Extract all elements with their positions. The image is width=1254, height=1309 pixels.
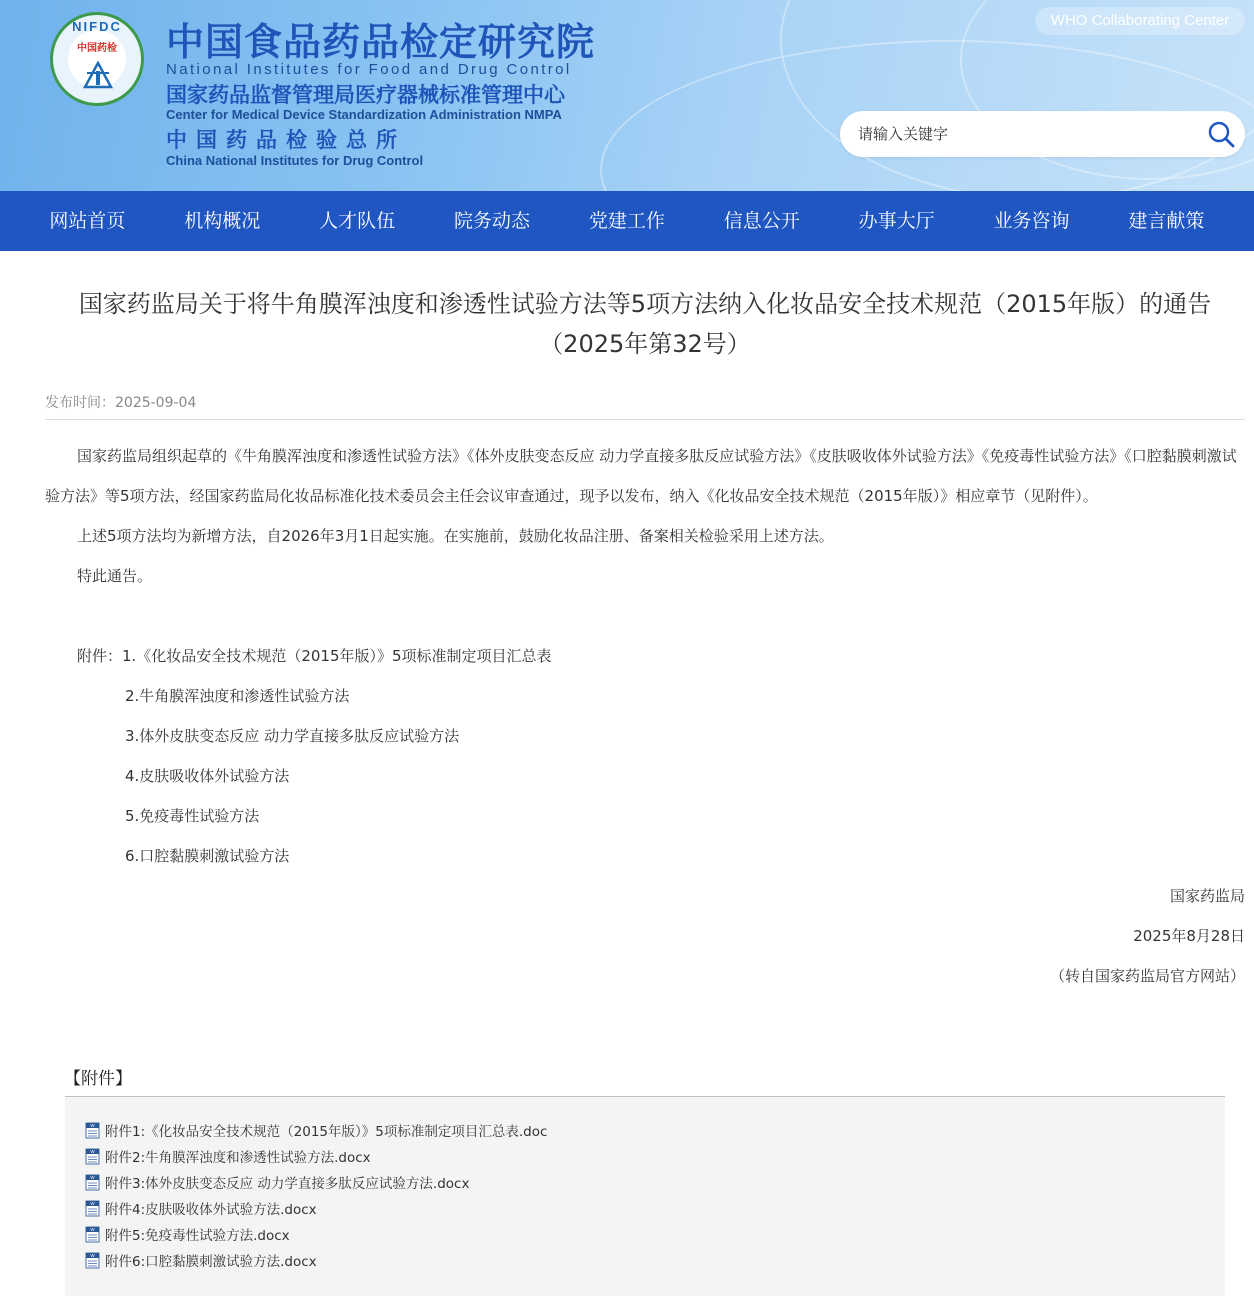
attachment-list-head: 附件：1.《化妆品安全技术规范（2015年版）》5项标准制定项目汇总表	[77, 647, 552, 665]
source-note: （转自国家药监局官方网站）	[1049, 967, 1245, 985]
attachment-link-5[interactable]	[85, 1221, 1225, 1247]
site-header	[0, 0, 1254, 191]
word-doc-icon	[85, 1200, 101, 1217]
who-collaborating-badge[interactable]: WHO Collaborating Center	[1035, 7, 1245, 35]
word-doc-icon	[85, 1226, 101, 1243]
attachment-filename[interactable]: 附件3:体外皮肤变态反应 动力学直接多肽反应试验方法.docx	[105, 1176, 470, 1192]
article-paragraph: 上述5项方法均为新增方法，自2026年3月1日起实施。在实施前，鼓励化妆品注册、备案相关检验采用上述方法。	[77, 527, 834, 545]
svg-text:W: W	[90, 1174, 95, 1180]
signature-date: 2025年8月28日	[1133, 927, 1245, 945]
article-title: 国家药监局关于将牛角膜浑浊度和渗透性试验方法等5项方法纳入化妆品安全技术规范（2015年版）的通告（2025年第32号）	[78, 290, 1212, 358]
attachment-filename[interactable]: 附件1:《化妆品安全技术规范（2015年版）》5项标准制定项目汇总表.doc	[105, 1124, 548, 1140]
publish-time: 发布时间：2025-09-04	[45, 395, 197, 411]
search-box	[840, 111, 1245, 157]
nav-item-news[interactable]: 院务动态	[454, 210, 531, 232]
article-paragraph: 国家药监局组织起草的《牛角膜浑浊度和渗透性试验方法》《体外皮肤变态反应 动力学直接多肽反应试验方法》《皮肤吸收体外试验方法》《免疫毒性试验方法》《口腔黏膜刺激试验方法》等5项方法，经国家药监局化妆品标准化技术委员会主任会议审查通过，现予以发布，纳入《化妆品安全技术规范（2015年版）》相应章节（见附件）。	[45, 447, 1237, 505]
site-title-en: National Institutes for Food and Drug Control	[166, 61, 572, 78]
word-doc-icon	[85, 1122, 101, 1139]
attachments-label: 【附件】	[64, 1069, 132, 1089]
attachment-filename[interactable]: 附件5:免疫毒性试验方法.docx	[105, 1228, 290, 1244]
site-title-block	[166, 20, 595, 168]
site-subtitle-en: Center for Medical Device Standardization Administration NMPA	[166, 107, 562, 122]
attachment-filename[interactable]: 附件4:皮肤吸收体外试验方法.docx	[105, 1202, 317, 1218]
nav-item-disclosure[interactable]: 信息公开	[723, 210, 800, 232]
search-input[interactable]	[858, 111, 1188, 157]
site-subtitle-cn: 国家药品监督管理局医疗器械标准管理中心	[166, 83, 565, 107]
nav-item-services[interactable]: 办事大厅	[858, 210, 935, 232]
svg-text:W: W	[90, 1148, 95, 1154]
attachment-filename[interactable]: 附件6:口腔黏膜刺激试验方法.docx	[105, 1254, 317, 1270]
logo-badge-text: 中国药检	[77, 43, 117, 54]
attachment-link-6[interactable]	[85, 1247, 1225, 1273]
nifdc-logo[interactable]	[50, 12, 144, 106]
attachment-list-item: 3.体外皮肤变态反应 动力学直接多肽反应试验方法	[125, 727, 460, 745]
svg-text:W: W	[90, 1226, 95, 1232]
word-doc-icon	[85, 1252, 101, 1269]
site-title-cn: 中国食品药品检定研究院	[166, 20, 596, 64]
attachment-link-4[interactable]	[85, 1195, 1225, 1221]
svg-text:W: W	[90, 1252, 95, 1258]
nav-item-suggestions[interactable]: 建言献策	[1128, 210, 1205, 232]
signature: 国家药监局	[1169, 887, 1245, 905]
attachment-filename[interactable]: 附件2:牛角膜浑浊度和渗透性试验方法.docx	[105, 1150, 371, 1166]
nav-item-talent[interactable]: 人才队伍	[319, 210, 396, 232]
article-paragraph: 特此通告。	[77, 567, 153, 585]
title-divider	[45, 419, 1245, 420]
svg-text:W: W	[90, 1122, 95, 1128]
attachment-list-item: 5.免疫毒性试验方法	[125, 807, 260, 825]
search-icon[interactable]	[1207, 120, 1235, 148]
attachment-list-item: 2.牛角膜浑浊度和渗透性试验方法	[125, 687, 350, 705]
logo-ring-text: NIFDC	[72, 19, 122, 34]
nav-item-party[interactable]: 党建工作	[588, 210, 665, 232]
scale-icon	[83, 61, 113, 91]
attachment-list-item: 4.皮肤吸收体外试验方法	[125, 767, 290, 785]
article-body	[45, 436, 1245, 996]
attachment-link-1[interactable]	[85, 1117, 1225, 1143]
site-subtitle2-en: China National Institutes for Drug Control	[166, 153, 424, 168]
word-doc-icon	[85, 1174, 101, 1191]
nav-item-home[interactable]: 网站首页	[49, 210, 126, 232]
main-nav	[0, 191, 1254, 251]
svg-text:W: W	[90, 1200, 95, 1206]
attachments-box	[65, 1096, 1225, 1296]
site-subtitle2-cn: 中国药品检验总所	[166, 128, 406, 152]
attachment-link-3[interactable]	[85, 1169, 1225, 1195]
attachment-list-item: 6.口腔黏膜刺激试验方法	[125, 847, 290, 865]
word-doc-icon	[85, 1148, 101, 1165]
nav-item-about[interactable]: 机构概况	[184, 210, 261, 232]
attachment-link-2[interactable]	[85, 1143, 1225, 1169]
nav-item-consulting[interactable]: 业务咨询	[993, 210, 1070, 232]
